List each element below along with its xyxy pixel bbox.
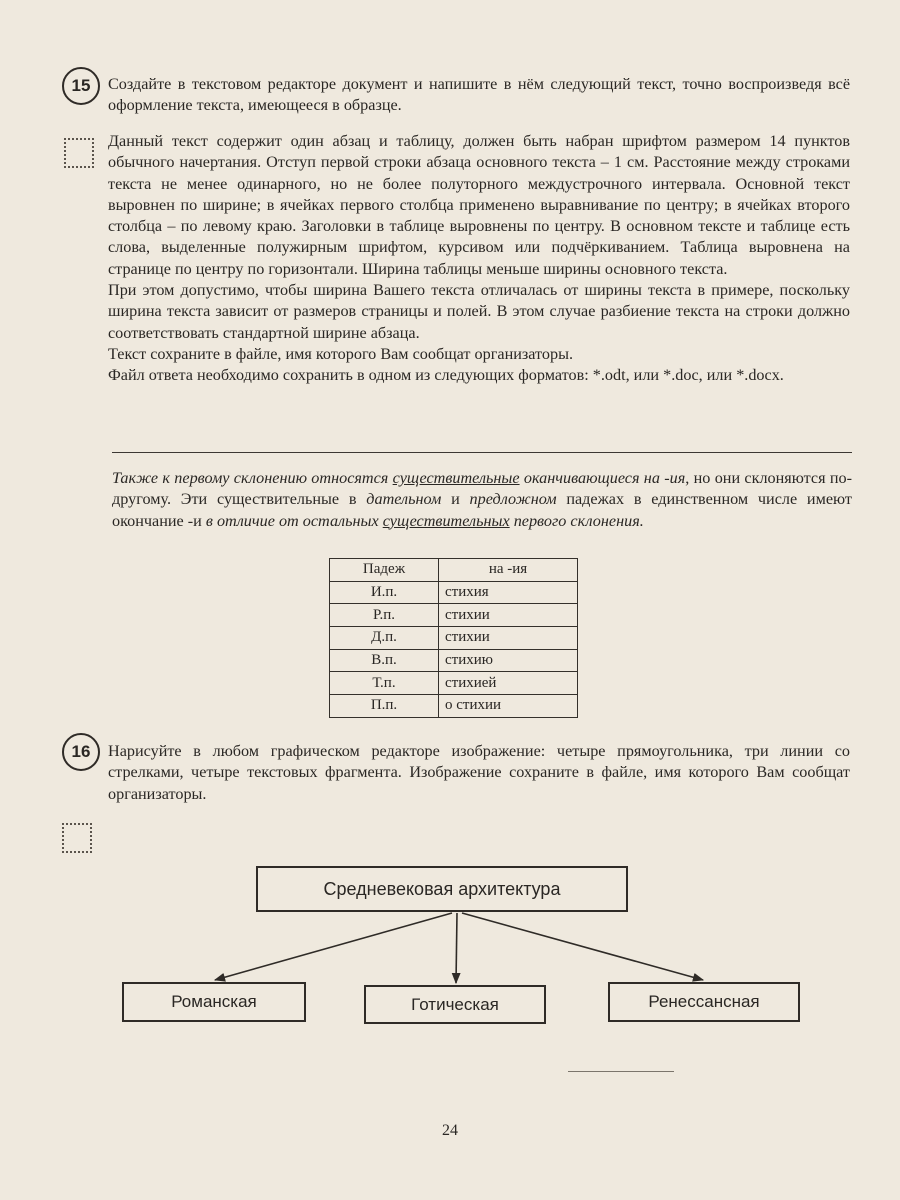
task-16-number-text: 16	[71, 742, 91, 761]
table-cell-case: Р.п.	[330, 604, 439, 627]
diagram-box-romanesque	[122, 982, 306, 1022]
task-15-paragraph: Текст сохраните в файле, имя которого Вам сообщат организаторы.	[108, 344, 574, 363]
table-cell-case: Д.п.	[330, 627, 439, 650]
task-15-paragraph: Файл ответа необходимо сохранить в одном из следующих форматов: *.odt, или *.doc, или *.docx.	[108, 366, 784, 385]
task-16-text: Нарисуйте в любом графическом редакторе изображение: четыре прямоугольника, три линии со стрелками, четыре текстовых фрагмента. Изображение сохраните в файле, имя которого Вам сообщат организаторы.	[108, 742, 850, 803]
diagram-box-renaissance	[608, 982, 800, 1022]
sample-text-fragment: Также к первому склонению относятся	[112, 469, 393, 487]
sample-underlined-word: существительные	[392, 469, 520, 487]
table-cell-form: стихии	[439, 604, 578, 627]
task-15-number-text: 15	[71, 76, 91, 95]
sample-text-fragment: и	[441, 490, 470, 509]
sample-text-fragment: первого склонения.	[509, 511, 644, 530]
task-15-title: Создайте в текстовом редакторе документ и напишите в нём следующий текст, точно воспроизведя всё оформление текста, имеющееся в образце.	[108, 75, 850, 115]
diagram-label-romanesque: Романская	[171, 992, 257, 1011]
table-cell-case: В.п.	[330, 649, 439, 672]
diagram-label-root: Средневековая архитектура	[323, 878, 561, 899]
table-cell-case: Т.п.	[330, 672, 439, 695]
diagram-box-root	[256, 866, 628, 912]
connector-arrow-middle	[456, 913, 457, 983]
sample-italic-word: предложном	[469, 490, 557, 509]
table-cell-form: стихию	[439, 649, 578, 672]
sample-text-fragment: в отличие от остальных	[201, 511, 383, 530]
diagram-box-gothic	[364, 985, 546, 1024]
table-cell-form: стихии	[439, 627, 578, 650]
table-cell-form: стихией	[439, 672, 578, 695]
diagram-label-gothic: Готическая	[411, 994, 499, 1014]
task-15-paragraph: Данный текст содержит один абзац и таблицу, должен быть набран шрифтом размером 14 пунктов обычного начертания. Отступ первой строки абзаца основного текста – 1 см. Расстояние между строками текста не менее одинарного, но не более полуторного междустрочного интервала. Основной текст выровнен по ширине; в ячейках первого столбца применено выравнивание по центру; в ячейках второго столбца – по левому краю. Заголовки в таблице выровнены по центру. В основном тексте и таблице есть слова, выделенные полужирным шрифтом, курсивом или подчёркиванием. Таблица выровнена на странице по центру по горизонтали. Ширина таблицы меньше ширины основного текста.	[108, 132, 850, 278]
table-cell-form: стихия	[439, 581, 578, 604]
sample-text-fragment: -и	[187, 511, 202, 530]
sample-text-fragment: падежах в единственном числе имеют окончание	[112, 490, 852, 530]
table-header-ending: на -ия	[439, 559, 578, 582]
connector-arrow-left	[215, 913, 452, 980]
page-number: 24	[442, 1122, 458, 1139]
connector-arrow-right	[462, 913, 703, 980]
diagram-label-renaissance: Ренессансная	[648, 992, 760, 1011]
sample-underlined-word: существительных	[382, 511, 510, 530]
footer-divider	[568, 1071, 674, 1072]
table-cell-case: П.п.	[330, 695, 439, 718]
table-cell-form: о стихии	[439, 695, 578, 718]
sample-italic-word: дательном	[366, 490, 442, 509]
table-header-case: Падеж	[330, 559, 439, 582]
sample-text-fragment: оканчивающиеся на -	[519, 469, 670, 487]
sample-text-fragment: ия	[669, 469, 686, 487]
sample-text-fragment: , но они склоняются по-другому. Эти существительные в	[112, 469, 852, 509]
table-cell-case: И.п.	[330, 581, 439, 604]
task-15-paragraph: При этом допустимо, чтобы ширина Вашего текста отличалась от ширины текста в примере, поскольку ширина текста зависит от размеров страницы и полей. В этом случае разбиение текста на строки должно соответствовать стандартной ширине абзаца.	[108, 281, 850, 342]
